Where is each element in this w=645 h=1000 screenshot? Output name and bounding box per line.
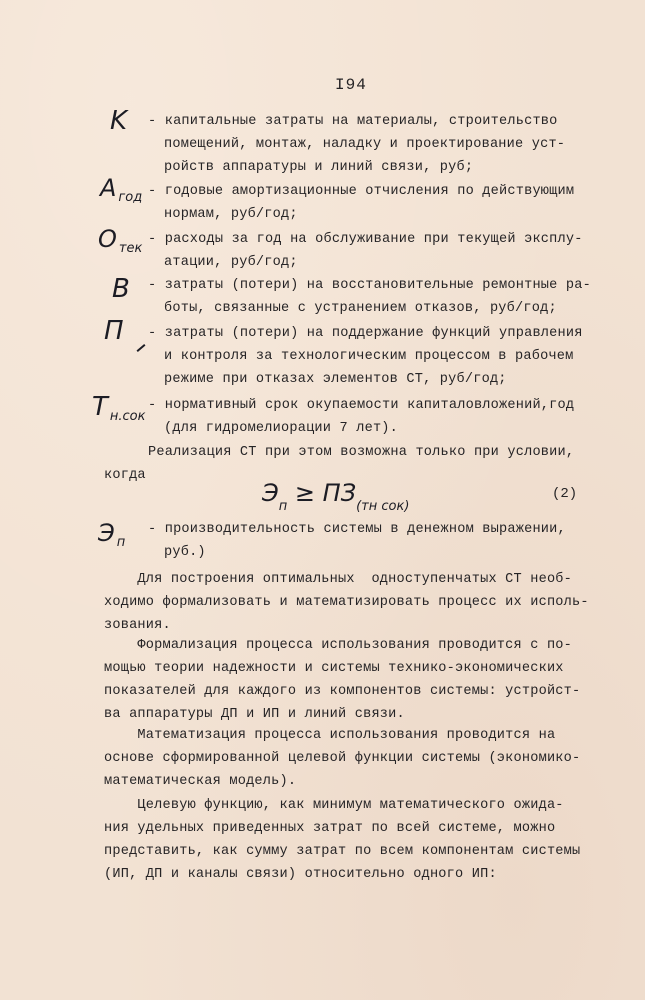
text-line: Целевую функцию, как минимум математического ожида- [104,798,564,813]
text-line: зования. [104,618,171,633]
symbol-k-letter: K [110,106,128,136]
definition-t-nsok [148,394,598,440]
definition-ep [148,518,598,564]
definition-line: - производительность системы в денежном выражении, [148,522,566,537]
definition-line: - затраты (потери) на восстановительные ремонтные ра- [148,278,591,293]
symbol-t-subscript: н.сок [109,409,146,424]
definition-line: - годовые амортизационные отчисления по действующим [148,184,575,199]
symbol-ep-subscript: п [116,535,126,550]
symbol-t-nsok [92,392,145,424]
definition-line: ройств аппаратуры и линий связи, руб; [164,160,474,175]
symbol-a-subscript: год [118,190,143,205]
symbol-a-letter: A [100,174,117,202]
text-line: представить, как сумму затрат по всем компонентам системы [104,844,581,859]
text-line: Математизация процесса использования проводится на [104,728,556,743]
definition-line: - капитальные затраты на материалы, строительство [148,114,558,129]
text-line: Реализация СТ при этом возможна только при условии, [148,445,575,460]
text-line: когда [104,468,146,483]
symbol-o-letter: O [98,225,117,253]
symbol-t-letter: T [92,392,108,422]
paragraph-2 [104,634,594,726]
definition-a-god [148,180,598,226]
formula-rhs-subscript: (тн сок) [356,499,410,514]
definition-line: нормам, руб/год; [164,207,298,222]
definition-line: помещений, монтаж, наладку и проектирование уст- [164,137,566,152]
symbol-p [104,316,124,346]
symbol-k [110,106,127,136]
text-line: математическая модель). [104,774,297,789]
formula-rhs: ПЗ [322,479,357,507]
symbol-ep [98,519,125,550]
definition-k [148,110,598,179]
symbol-a-god [100,174,142,205]
text-line: ходимо формализовать и математизировать процесс их исполь- [104,595,589,610]
handwritten-tick-mark [137,344,146,352]
symbol-b [112,274,130,304]
text-line: ния удельных приведенных затрат по всей системе, можно [104,821,556,836]
formula-2 [262,479,409,514]
text-line: Для построения оптимальных одноступенчатых СТ необ- [104,572,573,587]
definition-line: (для гидромелиорации 7 лет). [164,421,399,436]
definition-line: боты, связанные с устранением отказов, руб/год; [164,301,557,316]
definition-line: режиме при отказах элементов СТ, руб/год; [164,372,507,387]
text-line: ва аппаратуры ДП и ИП и линий связи. [104,707,405,722]
definition-line: - расходы за год на обслуживание при текущей эксплу- [148,232,583,247]
definition-o-tek [148,228,598,274]
symbol-o-tek [98,225,142,256]
text-line: Формализация процесса использования проводится с по- [104,638,573,653]
page-number: I94 [335,76,367,94]
definition-line: и контроля за технологическим процессом в рабочем [164,349,574,364]
text-line: (ИП, ДП и каналы связи) относительно одного ИП: [104,867,497,882]
paragraph-3 [104,724,594,793]
text-line: мощью теории надежности и системы технико-экономических [104,661,564,676]
text-line: основе сформированной целевой функции системы (экономико- [104,751,581,766]
definition-p [148,322,598,391]
formula-relation: ≥ [294,479,316,507]
definition-line: руб.) [164,545,206,560]
definition-line: - нормативный срок окупаемости капиталовложений,год [148,398,575,413]
formula-lhs-subscript: п [278,499,288,514]
paragraph-4 [104,794,594,886]
symbol-p-letter: П [104,316,124,346]
symbol-b-letter: B [112,274,130,304]
equation-number: (2) [552,486,578,502]
definition-b [148,274,598,320]
symbol-ep-letter: Э [98,519,115,547]
symbol-o-subscript: тек [118,241,143,256]
definition-line: - затраты (потери) на поддержание функций управления [148,326,583,341]
text-line: показателей для каждого из компонентов системы: устройст- [104,684,581,699]
definition-line: атации, руб/год; [164,255,298,270]
formula-lhs: Э [262,479,279,507]
paragraph-1 [104,568,594,637]
